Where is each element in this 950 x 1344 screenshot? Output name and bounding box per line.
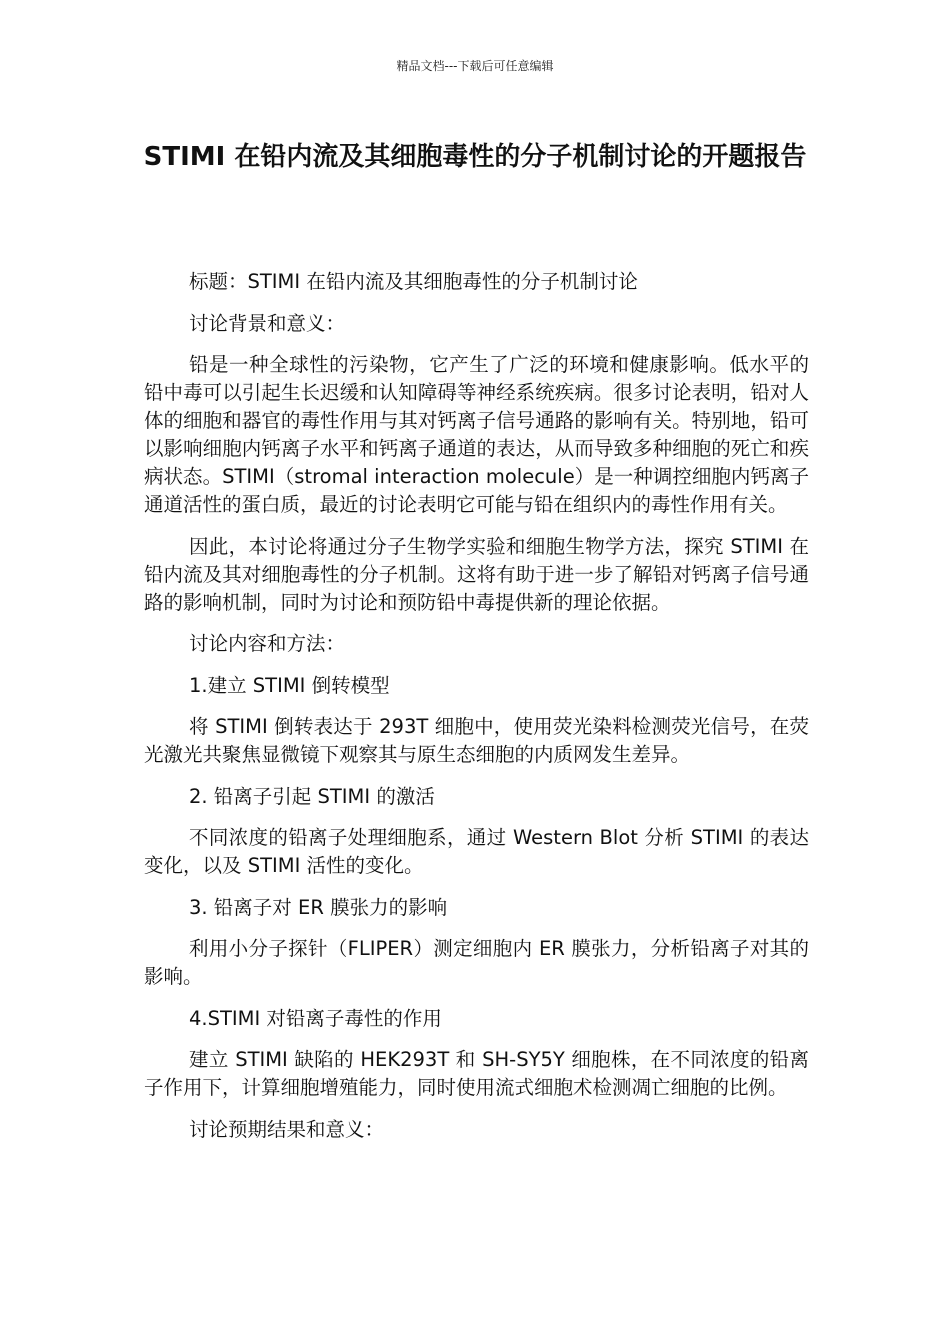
method-1-text: 将 STIMI 倒转表达于 293T 细胞中，使用荧光染料检测荧光信号，在荧光激光共聚焦显微镜下观察其与原生态细胞的内质网发生差异。: [144, 715, 809, 766]
document-body: [144, 268, 809, 1157]
subject-line: 标题：STIMI 在铅内流及其细胞毒性的分子机制讨论: [189, 270, 638, 293]
method-2-text: 不同浓度的铅离子处理细胞系，通过 Western Blot 分析 STIMI 的表达变化，以及 STIMI 活性的变化。: [144, 826, 809, 877]
section-heading-methods: 讨论内容和方法：: [189, 632, 346, 655]
method-4-text: 建立 STIMI 缺陷的 HEK293T 和 SH-SY5Y 细胞株，在不同浓度的铅离子作用下，计算细胞增殖能力，同时使用流式细胞术检测凋亡细胞的比例。: [144, 1048, 809, 1099]
document-title: STIMI 在铅内流及其细胞毒性的分子机制讨论的开题报告: [143, 142, 807, 172]
method-1-heading: 1.建立 STIMI 倒转模型: [189, 673, 390, 697]
section-heading-background: 讨论背景和意义：: [189, 311, 346, 335]
header-note: 精品文档---下载后可任意编辑: [396, 59, 554, 73]
background-paragraph: 铅是一种全球性的污染物，它产生了广泛的环境和健康影响。低水平的铅中毒可以引起生长迟缓和认知障碍等神经系统疾病。很多讨论表明，铅对人体的细胞和器官的毒性作用与其对钙离子信号通路的影响有关。特别地，铅可以影响细胞内钙离子水平和钙离子通道的表达，从而导致多种细胞的死亡和疾病状态。STIMI（stromal interaction molecule）是一种调控细胞内钙离子通道活性的蛋白质，最近的讨论表明它可能与铅在组织内的毒性作用有关。: [144, 353, 809, 516]
method-2-heading: 2. 铅离子引起 STIMI 的激活: [189, 784, 435, 808]
purpose-paragraph: 因此，本讨论将通过分子生物学实验和细胞生物学方法，探究 STIMI 在铅内流及其对细胞毒性的分子机制。这将有助于进一步了解铅对钙离子信号通路的影响机制，同时为讨论和预防铅中毒提供新的理论依据。: [144, 534, 809, 614]
section-heading-results: 讨论预期结果和意义：: [189, 1117, 385, 1141]
method-3-text: 利用小分子探针（FLIPER）测定细胞内 ER 膜张力，分析铅离子对其的影响。: [144, 937, 809, 988]
method-4-heading: 4.STIMI 对铅离子毒性的作用: [189, 1006, 442, 1030]
method-3-heading: 3. 铅离子对 ER 膜张力的影响: [189, 895, 448, 919]
